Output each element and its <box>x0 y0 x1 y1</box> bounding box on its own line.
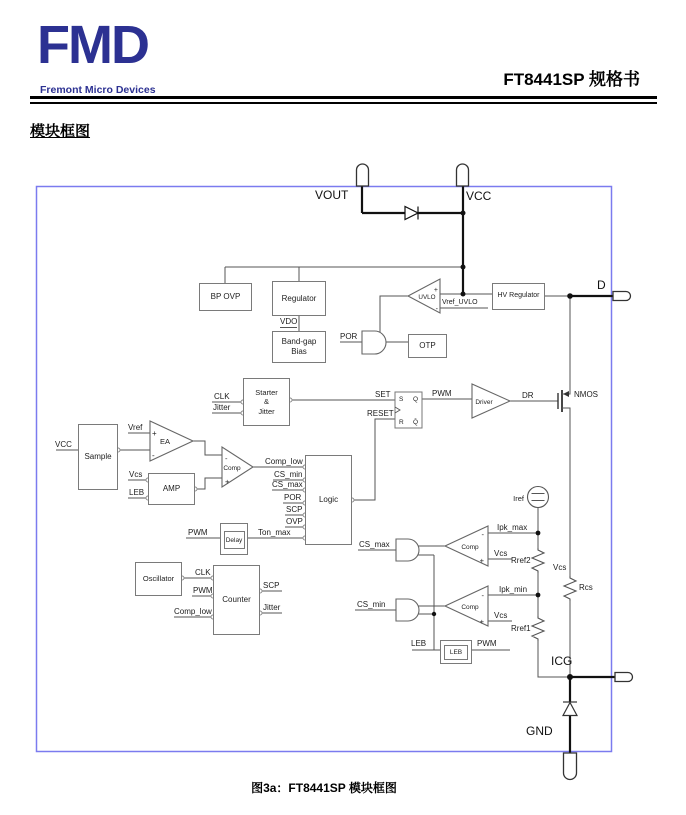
ff-s-label: S <box>399 396 404 403</box>
net-por: POR <box>284 493 302 502</box>
net-cs-max: CS_max <box>272 480 303 489</box>
net-ton-max: Ton_max <box>258 528 291 537</box>
vcc-pin-label: VCC <box>466 189 492 203</box>
ea-minus: - <box>152 451 155 460</box>
net-jitter-counter: Jitter <box>263 603 281 612</box>
net-clk-counter: CLK <box>195 568 211 577</box>
net-vcs-amp: Vcs <box>129 470 143 479</box>
net-leb-amp: LEB <box>129 488 145 497</box>
hv-regulator-block: HV Regulator <box>492 283 545 310</box>
counter-block: Counter <box>213 565 260 635</box>
amp-block: AMP <box>148 473 195 505</box>
uvlo-label: UVLO <box>418 294 436 301</box>
net-ipk-min: Ipk_min <box>499 585 528 594</box>
net-vcs-max: Vcs <box>494 549 508 558</box>
starter-jitter-block: Starter & Jitter <box>243 378 290 426</box>
d-pin-label: D <box>597 278 606 292</box>
wires-power <box>362 186 615 753</box>
ea-plus: + <box>152 429 157 438</box>
net-comp-low: Comp_low <box>265 457 303 466</box>
vcc-pin <box>457 164 469 186</box>
net-dr: DR <box>522 391 534 400</box>
iref-label: Iref <box>513 494 524 503</box>
nmos-transistor <box>558 385 570 415</box>
cs-max-and-gate <box>396 539 419 561</box>
cs-min-and-gate <box>396 599 419 621</box>
driver-label: Driver <box>475 399 493 406</box>
net-scp-counter: SCP <box>263 581 280 590</box>
and-gates <box>362 331 419 621</box>
ff-qb-label: Q̄ <box>412 419 418 426</box>
vout-pin <box>357 164 369 186</box>
net-clk-starter: CLK <box>214 392 230 401</box>
comp-min-minus: - <box>481 591 484 600</box>
delay-block: Delay <box>224 531 245 549</box>
comp-main-minus: - <box>225 454 228 463</box>
d-pin <box>613 292 631 301</box>
net-cs-min-out: CS_min <box>357 600 386 609</box>
vout-pin-label: VOUT <box>315 188 349 202</box>
net-vcs-min: Vcs <box>494 611 508 620</box>
ea-amp <box>150 421 193 461</box>
section-title: 模块框图 <box>30 123 91 140</box>
net-nmos: NMOS <box>574 390 598 399</box>
net-rref1: Rref1 <box>511 624 531 633</box>
comp-min-plus: + <box>479 617 484 626</box>
regulator-block: Regulator <box>272 281 326 316</box>
net-pwm-leb: PWM <box>477 639 497 648</box>
gnd-pin <box>564 753 577 780</box>
comp-main-plus: + <box>225 477 230 486</box>
net-leb-out: LEB <box>411 639 427 648</box>
comp-main-label: Comp <box>223 465 241 472</box>
por-and-gate <box>362 331 386 354</box>
leb-block: LEB <box>444 645 468 660</box>
bandgap-bias-block: Band-gap Bias <box>272 331 326 363</box>
net-cs-min: CS_min <box>274 470 303 479</box>
net-pwm-counter: PWM <box>193 586 213 595</box>
net-pwm-ff: PWM <box>432 389 452 398</box>
net-por-gate: POR <box>340 332 358 341</box>
oscillator-block: Oscillator <box>135 562 182 596</box>
net-vdo: VDO <box>280 317 298 326</box>
sample-block: Sample <box>78 424 118 490</box>
rcs-resistor <box>564 576 576 601</box>
net-comp-low-counter: Comp_low <box>174 607 212 616</box>
fmd-logo-subtitle: Fremont Micro Devices <box>40 84 156 96</box>
figure-caption: 图3a：FT8441SP 模块框图 <box>251 781 397 795</box>
comp-min-label: Comp <box>461 604 479 611</box>
pin-symbols <box>357 164 633 780</box>
net-reset: RESET <box>367 409 394 418</box>
icg-pin-label: ICG <box>551 654 573 668</box>
document-title: FT8441SP 规格书 <box>503 70 640 89</box>
comp-max-minus: - <box>481 530 484 539</box>
net-jitter-starter: Jitter <box>213 403 231 412</box>
comp-max-plus: + <box>479 556 484 565</box>
net-ovp: OVP <box>286 517 303 526</box>
diode-bottom <box>563 702 577 716</box>
uvlo-minus: - <box>435 306 438 313</box>
icg-pin <box>615 673 633 682</box>
net-vcs-right: Vcs <box>553 563 567 572</box>
logic-block: Logic <box>305 455 352 545</box>
gnd-pin-label: GND <box>526 724 553 738</box>
ff-r-label: R <box>399 419 404 426</box>
current-source-iref <box>528 487 549 508</box>
net-vref-uvlo: Vref_UVLO <box>442 299 478 306</box>
net-rref2: Rref2 <box>511 556 531 565</box>
rref2-resistor <box>532 548 544 573</box>
net-pwm-delay: PWM <box>188 528 208 537</box>
net-vref: Vref <box>128 423 143 432</box>
ea-label: EA <box>159 437 171 446</box>
bp-ovp-block: BP OVP <box>199 283 252 311</box>
fmd-logo: FMD <box>37 15 148 75</box>
net-scp: SCP <box>286 505 303 514</box>
uvlo-plus: + <box>433 287 438 294</box>
net-rcs: Rcs <box>579 583 593 592</box>
rref1-resistor <box>532 616 544 641</box>
net-set: SET <box>375 390 391 399</box>
net-ipk-max: Ipk_max <box>497 523 528 532</box>
comp-max-label: Comp <box>461 544 479 551</box>
diode-top <box>405 207 418 220</box>
net-cs-max-out: CS_max <box>359 540 390 549</box>
net-vcc-sample: VCC <box>55 440 72 449</box>
otp-block: OTP <box>408 334 447 358</box>
ff-q-label: Q <box>412 396 418 403</box>
sr-flipflop <box>395 392 422 428</box>
